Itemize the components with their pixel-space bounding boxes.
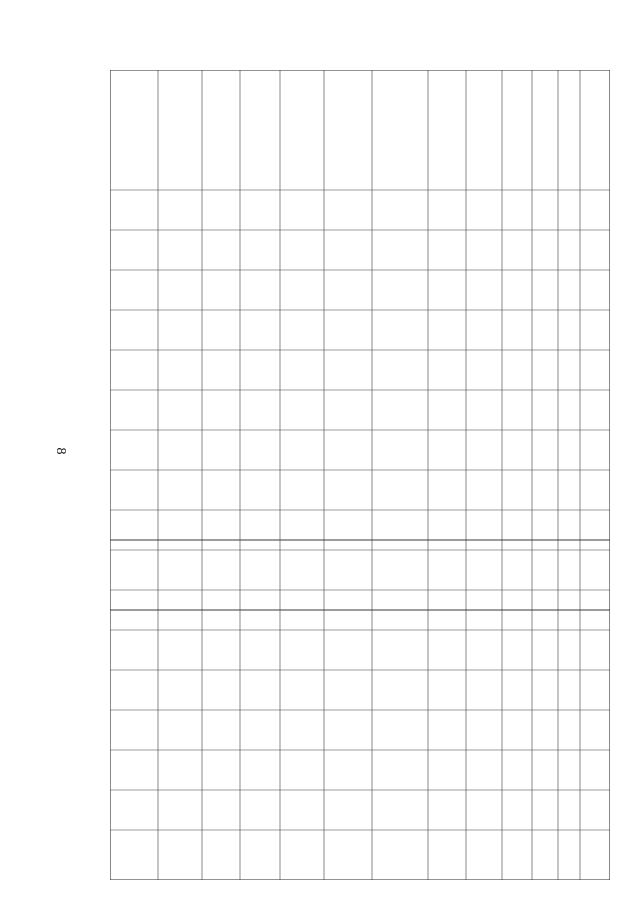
table-border xyxy=(110,70,610,880)
rotated-table xyxy=(110,70,610,880)
page-number: 8 xyxy=(53,447,68,455)
